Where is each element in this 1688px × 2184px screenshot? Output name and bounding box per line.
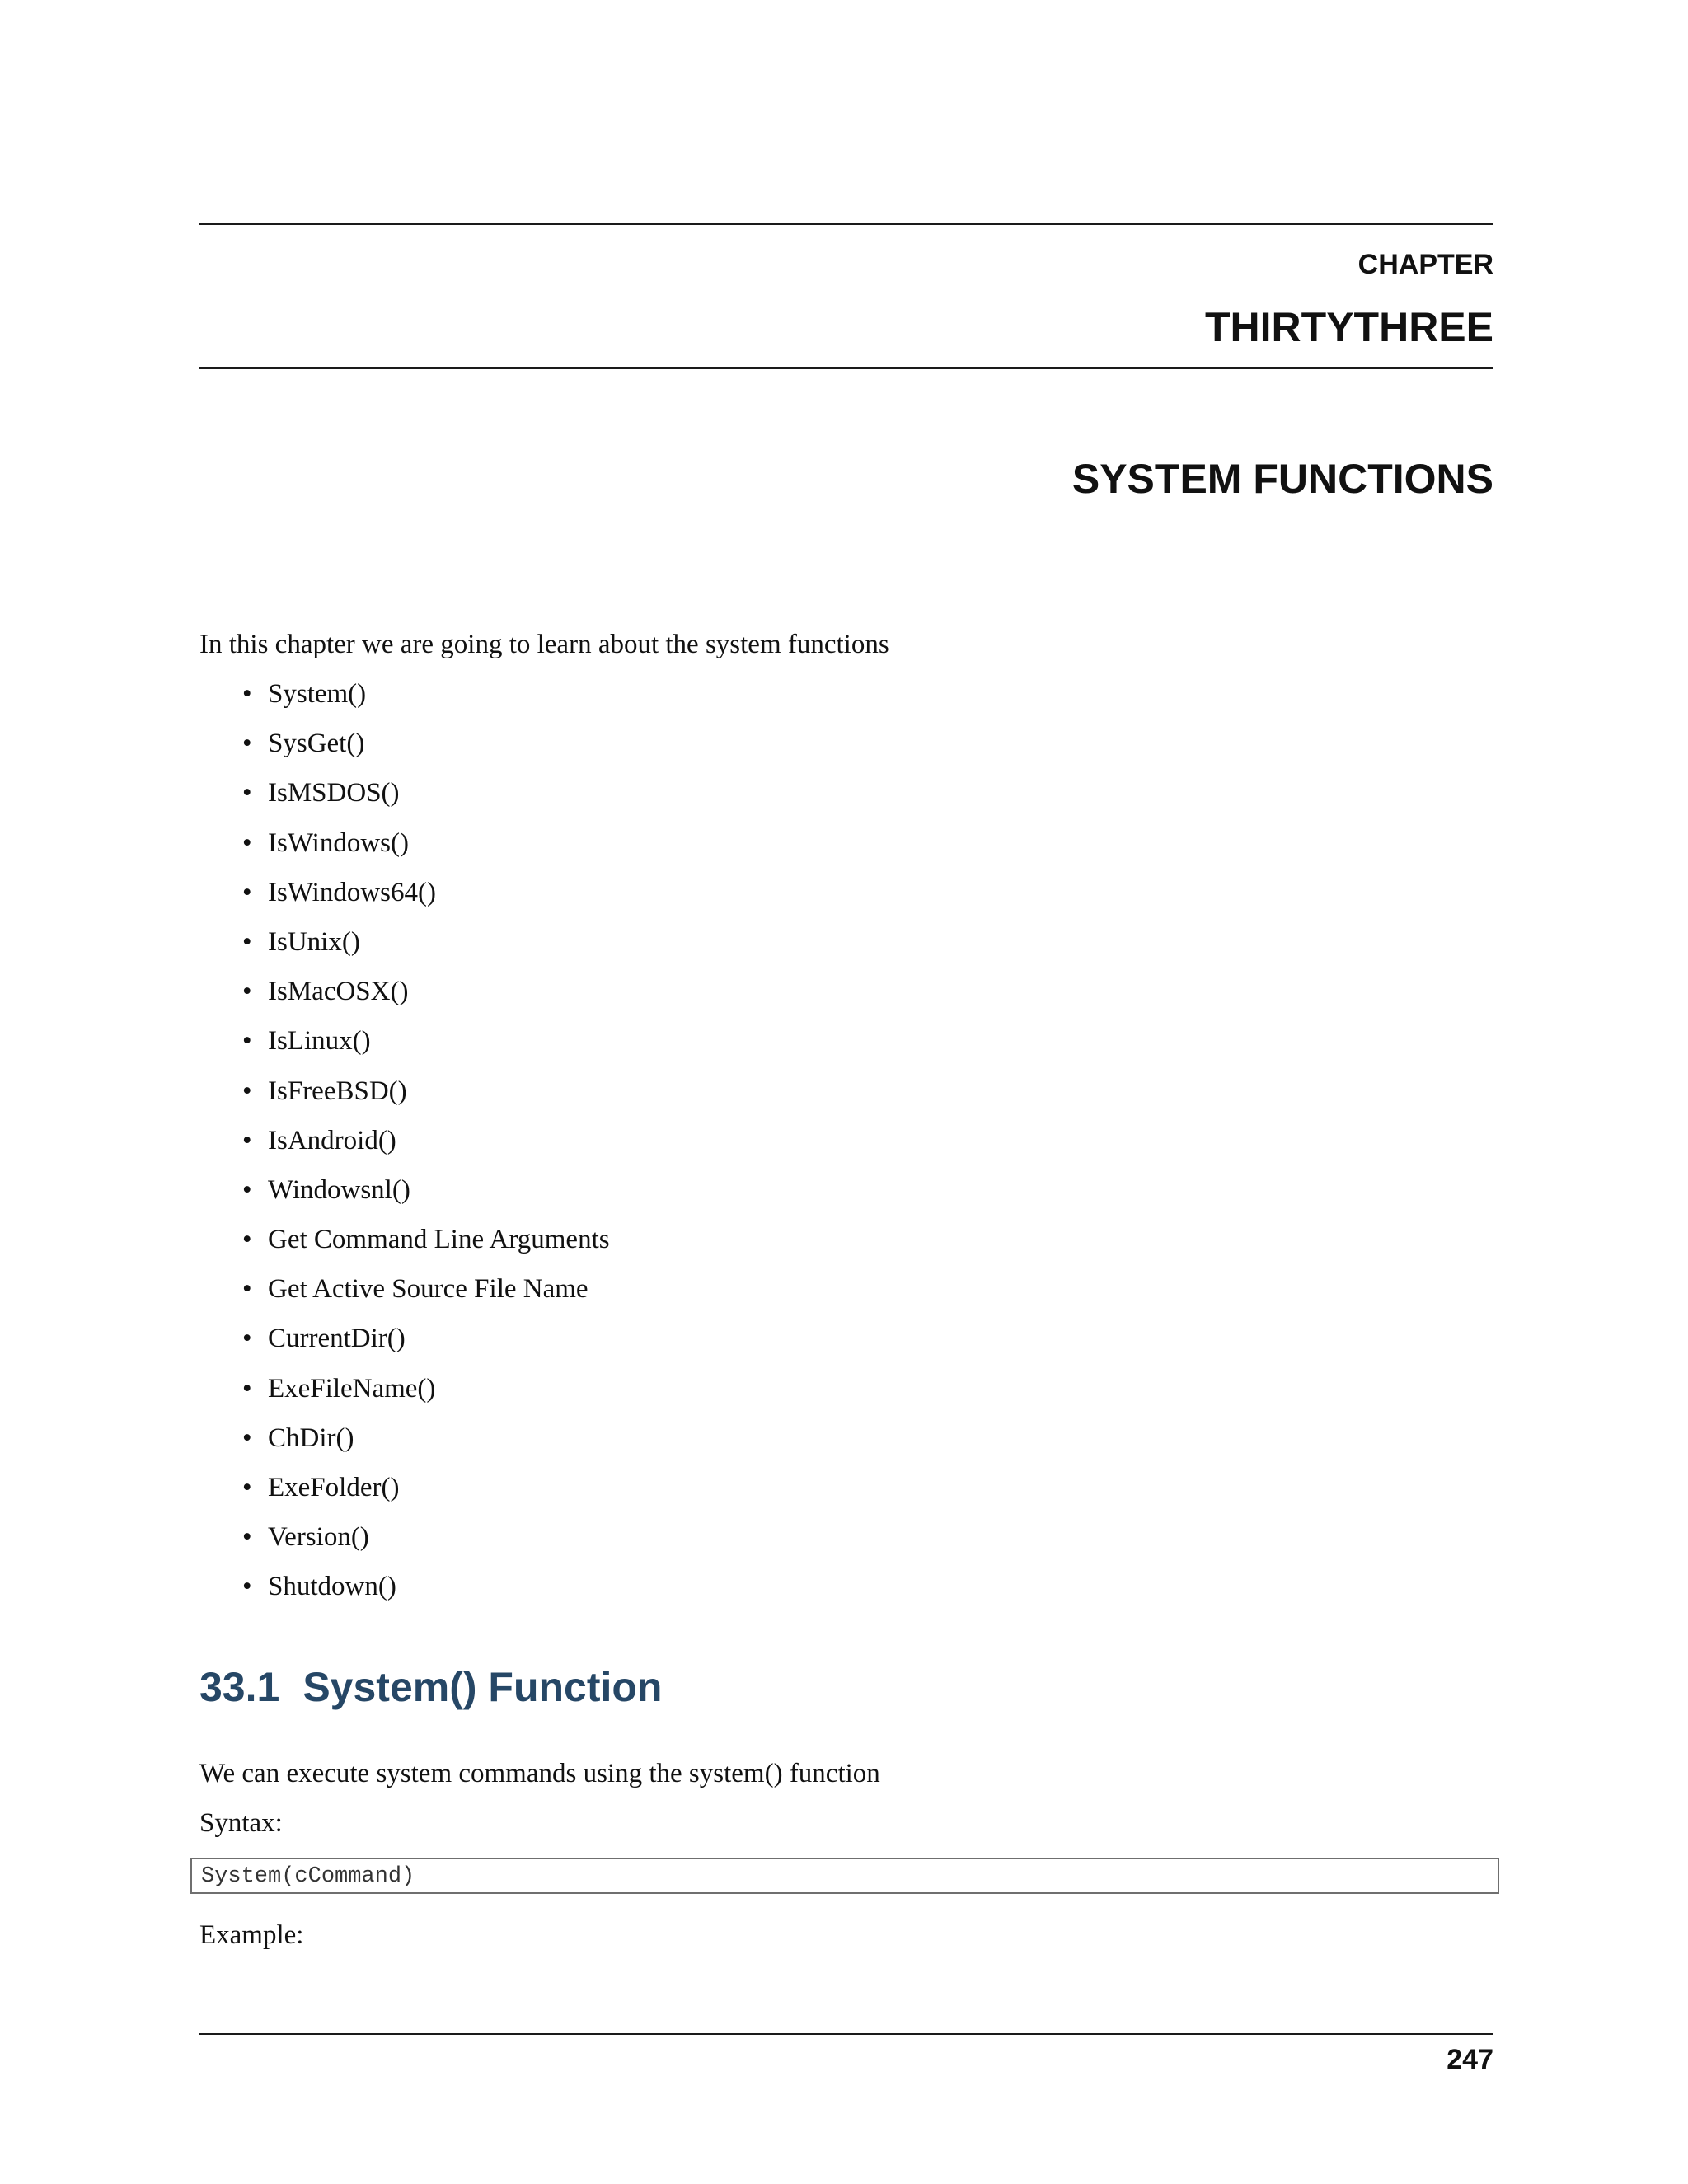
list-item	[199, 1223, 610, 1272]
list-item	[199, 1024, 610, 1074]
list-item	[199, 1521, 610, 1570]
example-label: Example:	[199, 1920, 304, 1950]
intro-paragraph: In this chapter we are going to learn about the system functions	[199, 630, 889, 659]
bullet-icon: •	[242, 679, 252, 709]
list-item	[199, 1272, 610, 1322]
list-item-text: IsWindows64()	[268, 877, 436, 907]
function-list	[199, 677, 610, 1620]
list-item-text: System()	[268, 679, 367, 709]
list-item-text: CurrentDir()	[268, 1324, 406, 1354]
list-item-text: Windowsnl()	[268, 1174, 410, 1205]
chapter-number: THIRTYTHREE	[1205, 304, 1493, 350]
bullet-icon: •	[242, 1076, 252, 1106]
list-item-text: IsMacOSX()	[268, 977, 409, 1007]
bullet-icon: •	[242, 1324, 252, 1354]
section-number: 33.1	[199, 1664, 280, 1710]
list-item	[199, 776, 610, 826]
chapter-bottom-rule	[199, 367, 1493, 369]
bullet-icon: •	[242, 778, 252, 808]
bullet-icon: •	[242, 926, 252, 957]
footer-rule	[199, 2033, 1493, 2035]
chapter-label: CHAPTER	[1357, 249, 1493, 280]
list-item	[199, 1174, 610, 1223]
bullet-icon: •	[242, 1026, 252, 1057]
syntax-label: Syntax:	[199, 1808, 283, 1838]
list-item	[199, 876, 610, 926]
list-item	[199, 1075, 610, 1124]
list-item	[199, 1372, 610, 1422]
list-item-text: ExeFolder()	[268, 1473, 400, 1502]
bullet-icon: •	[242, 1422, 252, 1453]
section-description: We can execute system commands using the system() function	[199, 1759, 880, 1788]
section-heading	[199, 1663, 662, 1711]
list-item-text: ExeFileName()	[268, 1373, 436, 1404]
syntax-code-block	[190, 1858, 1499, 1894]
bullet-icon: •	[242, 1274, 252, 1305]
list-item	[199, 727, 610, 776]
bullet-icon: •	[242, 977, 252, 1007]
list-item	[199, 1322, 610, 1371]
chapter-top-rule	[199, 223, 1493, 225]
list-item-text: Get Active Source File Name	[268, 1274, 588, 1305]
list-item	[199, 1471, 610, 1521]
bullet-icon: •	[242, 1522, 252, 1553]
bullet-icon: •	[242, 1174, 252, 1205]
list-item-text: Get Command Line Arguments	[268, 1225, 610, 1255]
chapter-title: SYSTEM FUNCTIONS	[1071, 456, 1493, 502]
bullet-icon: •	[242, 1125, 252, 1155]
list-item-text: IsWindows()	[268, 827, 409, 858]
page-number: 247	[1447, 2044, 1493, 2075]
list-item	[199, 677, 610, 727]
syntax-code: System(cCommand)	[201, 1864, 415, 1889]
list-item-text: IsLinux()	[268, 1026, 371, 1057]
list-item-text: ChDir()	[268, 1422, 354, 1453]
section-title: System() Function	[302, 1664, 663, 1710]
list-item-text: Shutdown()	[268, 1572, 396, 1602]
list-item-text: IsFreeBSD()	[268, 1076, 407, 1106]
bullet-icon: •	[242, 1572, 252, 1602]
list-item-text: IsMSDOS()	[268, 778, 400, 808]
list-item	[199, 1570, 610, 1619]
bullet-icon: •	[242, 827, 252, 858]
bullet-icon: •	[242, 1225, 252, 1255]
bullet-icon: •	[242, 729, 252, 759]
bullet-icon: •	[242, 1373, 252, 1404]
bullet-icon: •	[242, 877, 252, 907]
list-item	[199, 1124, 610, 1174]
bullet-icon: •	[242, 1473, 252, 1502]
list-item-text: IsAndroid()	[268, 1125, 396, 1155]
list-item	[199, 926, 610, 975]
list-item	[199, 975, 610, 1024]
list-item-text: SysGet()	[268, 729, 365, 759]
list-item-text: Version()	[268, 1522, 369, 1553]
list-item	[199, 827, 610, 876]
list-item	[199, 1422, 610, 1471]
list-item-text: IsUnix()	[268, 926, 360, 957]
